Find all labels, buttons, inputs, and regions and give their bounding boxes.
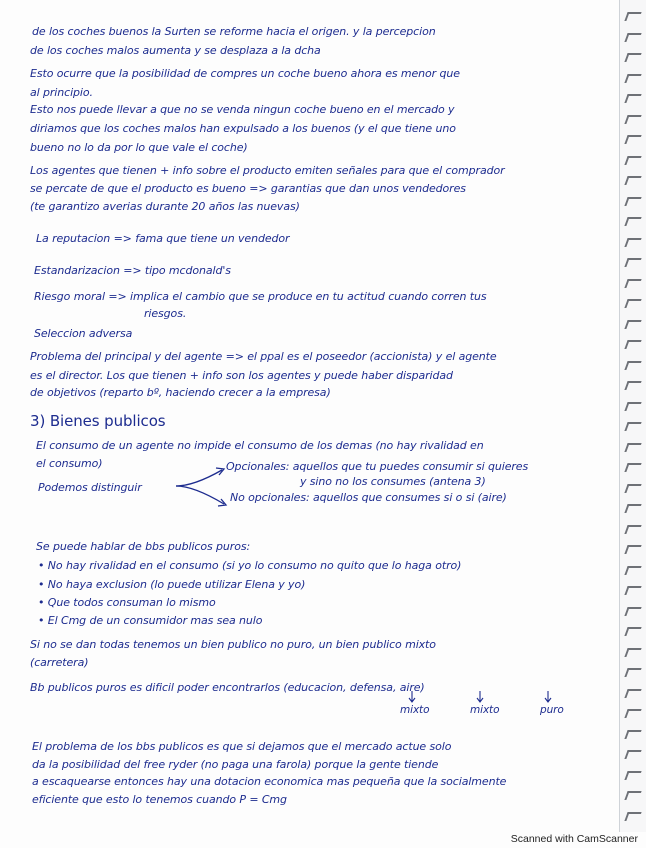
binding-ring [624,12,641,21]
binding-ring [624,238,641,247]
binding-ring [624,586,641,595]
binding-ring [624,812,641,821]
binding-ring [624,299,641,308]
binding-ring [624,176,641,185]
binding-ring [624,115,641,124]
note-line: Podemos distinguir [38,481,142,494]
branch-arrow-icon [174,464,234,514]
binding-ring [624,156,641,165]
note-label: mixto [470,704,500,716]
binding-ring [624,791,641,800]
binding-ring [624,668,641,677]
binding-ring [624,730,641,739]
binding-ring [624,94,641,103]
section-heading: 3) Bienes publicos [30,412,166,430]
binding-ring [624,197,641,206]
binding-ring [624,340,641,349]
binding-ring [624,402,641,411]
binding-ring [624,135,641,144]
binding-ring [624,689,641,698]
binding-ring [624,381,641,390]
note-line: se percate de que el producto es bueno => garantias que dan unos vendedores [30,182,466,195]
note-line: • Que todos consuman lo mismo [38,596,216,609]
note-line: • No hay rivalidad en el consumo (si yo lo consumo no quito que lo haga otro) [38,559,462,572]
note-line: da la posibilidad del free ryder (no paga una farola) porque la gente tiende [32,758,439,771]
note-line: Esto ocurre que la posibilidad de compres un coche bueno ahora es menor que [30,67,460,80]
note-line: Opcionales: aquellos que tu puedes consumir si quieres [226,460,529,473]
binding-ring [624,422,641,431]
binding-ring [624,525,641,534]
binding-ring [624,750,641,759]
note-line: al principio. [30,86,93,99]
note-line: Seleccion adversa [34,327,133,340]
note-line: el consumo) [36,457,103,470]
note-line: Problema del principal y del agente => el ppal es el poseedor (accionista) y el agente [30,350,497,363]
note-line: El problema de los bbs publicos es que si dejamos que el mercado actue solo [32,740,452,753]
binding-ring [624,279,641,288]
binding-ring [624,566,641,575]
binding-ring [624,627,641,636]
binding-ring [624,607,641,616]
note-line: Si no se dan todas tenemos un bien publico no puro, un bien publico mixto [30,638,436,651]
spiral-binding [619,0,646,832]
note-line: Se puede hablar de bbs publicos puros: [36,540,251,553]
binding-ring [624,504,641,513]
down-arrows-icon [400,689,600,707]
note-line: a escaquearse entonces hay una dotacion economica mas pequeña que la socialmente [32,775,507,788]
scanner-watermark: Scanned with CamScanner [510,833,638,845]
note-line: Estandarizacion => tipo mcdonald's [34,264,231,277]
note-line: y sino no los consumes (antena 3) [300,475,486,488]
binding-ring [624,53,641,62]
note-line: (te garantizo averias durante 20 años las nuevas) [30,200,300,213]
binding-ring [624,463,641,472]
binding-ring [624,648,641,657]
note-line: • No haya exclusion (lo puede utilizar Elena y yo) [38,578,306,591]
note-line: de objetivos (reparto bº, haciendo crecer a la empresa) [30,386,331,399]
binding-ring [624,484,641,493]
note-line: riesgos. [144,307,187,320]
note-line: Riesgo moral => implica el cambio que se produce en tu actitud cuando corren tus [34,290,487,303]
binding-ring [624,33,641,42]
note-line: de los coches buenos la Surten se reforme hacia el origen. y la percepcion [32,25,436,38]
note-line: eficiente que esto lo tenemos cuando P = Cmg [32,793,287,806]
note-line: Esto nos puede llevar a que no se venda ningun coche bueno en el mercado y [30,103,455,116]
note-line: El consumo de un agente no impide el consumo de los demas (no hay rivalidad en [36,439,484,452]
binding-ring [624,361,641,370]
binding-ring [624,320,641,329]
note-label: puro [540,704,564,716]
binding-ring [624,443,641,452]
binding-ring [624,709,641,718]
note-label: mixto [400,704,430,716]
binding-ring [624,74,641,83]
note-line: de los coches malos aumenta y se desplaza a la dcha [30,44,321,57]
note-line: diriamos que los coches malos han expulsado a los buenos (y el que tiene uno [30,122,456,135]
note-line: bueno no lo da por lo que vale el coche) [30,141,248,154]
binding-ring [624,771,641,780]
binding-ring [624,217,641,226]
note-line: No opcionales: aquellos que consumes si o si (aire) [230,491,507,504]
note-line: • El Cmg de un consumidor mas sea nulo [38,614,263,627]
note-line: Los agentes que tienen + info sobre el producto emiten señales para que el comprador [30,164,505,177]
note-line: es el director. Los que tienen + info son los agentes y puede haber disparidad [30,369,453,382]
binding-ring [624,258,641,267]
note-line: Bb publicos puros es dificil poder encontrarlos (educacion, defensa, aire) [30,681,425,694]
note-line: (carretera) [30,656,89,669]
note-line: La reputacion => fama que tiene un vendedor [36,232,290,245]
binding-ring [624,545,641,554]
